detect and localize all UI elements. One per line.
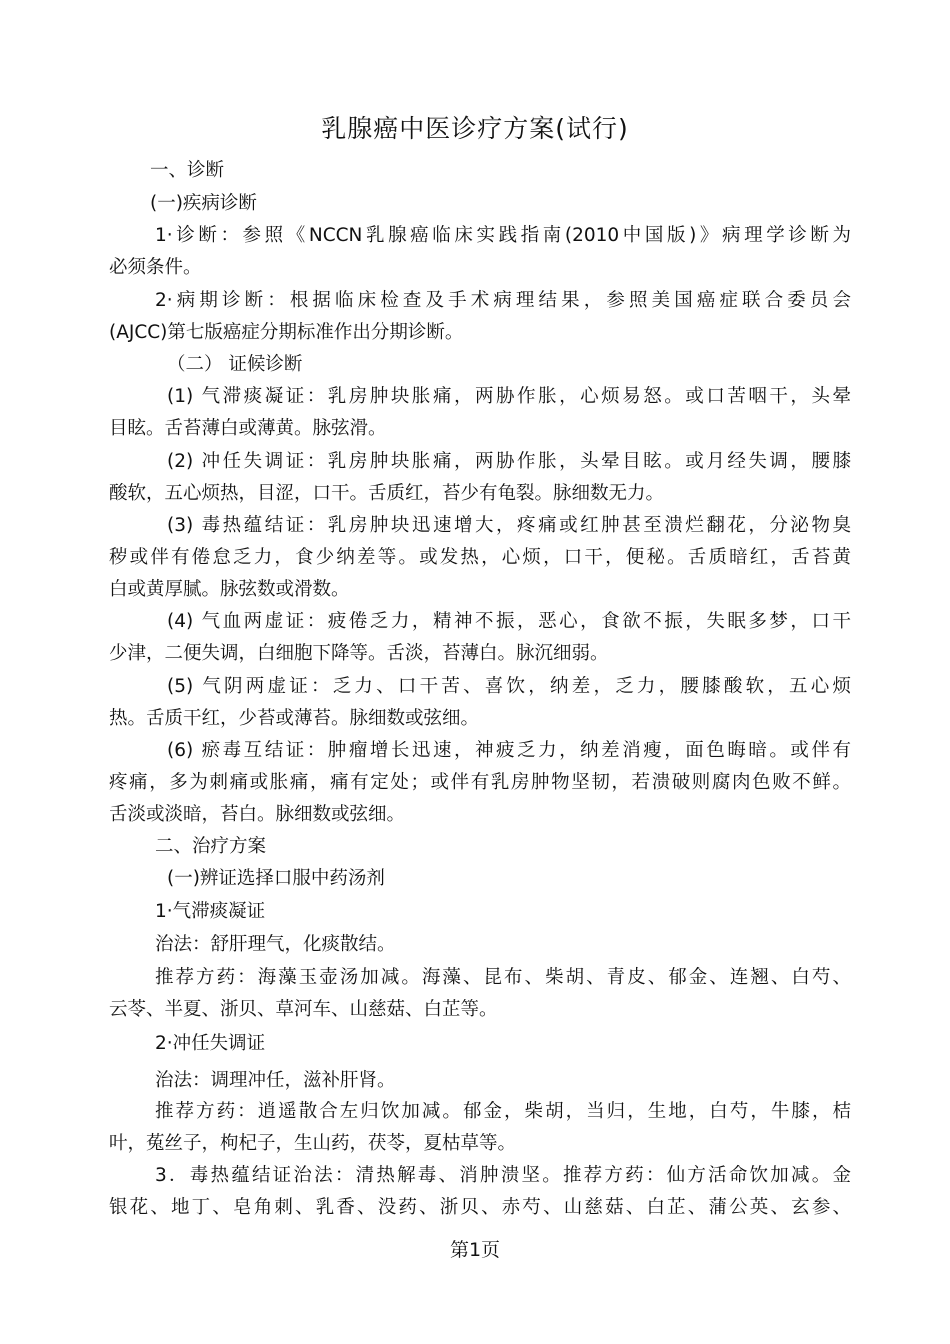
subsection-heading: 2·冲任失调证 <box>155 1033 266 1054</box>
paragraph-line: 2·病期诊断：根据临床检查及手术病理结果，参照美国癌症联合委员会 <box>155 290 851 311</box>
paragraph-line: 3．毒热蕴结证治法：清热解毒、消肿溃坚。推荐方药：仙方活命饮加减。金 <box>155 1165 851 1186</box>
paragraph-line: 秽或伴有倦怠乏力，食少纳差等。或发热，心烦，口干，便秘。舌质暗红，舌苔黄 <box>109 547 851 568</box>
subsection-heading: 1·气滞痰凝证 <box>155 901 266 922</box>
subsection-heading: (一)辨证选择口服中药汤剂 <box>167 868 385 889</box>
subsection-heading: （二） 证候诊断 <box>167 354 303 375</box>
paragraph-line: 叶，菟丝子，枸杞子，生山药，茯苓，夏枯草等。 <box>109 1133 517 1154</box>
paragraph-line: 少津，二便失调，白细胞下降等。舌淡，苔薄白。脉沉细弱。 <box>109 643 609 664</box>
page-number: 第1页 <box>449 1239 501 1261</box>
paragraph-line: (5) 气阴两虚证：乏力、口干苦、喜饮，纳差，乏力，腰膝酸软，五心烦 <box>167 676 851 697</box>
paragraph-line: (3) 毒热蕴结证：乳房肿块迅速增大，疼痛或红肿甚至溃烂翻花，分泌物臭 <box>167 515 851 536</box>
paragraph-line: (AJCC)第七版癌症分期标准作出分期诊断。 <box>109 322 464 343</box>
paragraph-line: (4) 气血两虚证：疲倦乏力，精神不振，恶心，食欲不振，失眠多梦，口干 <box>167 611 851 632</box>
paragraph-line: 疼痛，多为刺痛或胀痛，痛有定处；或伴有乳房肿物坚韧，若溃破则腐肉色败不鲜。 <box>109 772 851 793</box>
paragraph-line: (2) 冲任失调证：乳房肿块胀痛，两胁作胀，头晕目眩。或月经失调，腰膝 <box>167 451 851 472</box>
paragraph-line: 舌淡或淡暗，苔白。脉细数或弦细。 <box>109 804 406 825</box>
paragraph-line: 云苓、半夏、浙贝、草河车、山慈菇、白芷等。 <box>109 999 498 1020</box>
paragraph-line: (1) 气滞痰凝证：乳房肿块胀痛，两胁作胀，心烦易怒。或口苦咽干，头晕 <box>167 386 851 407</box>
subsection-heading: (一)疾病诊断 <box>150 193 257 214</box>
paragraph-line: 白或黄厚腻。脉弦数或滑数。 <box>109 579 350 600</box>
paragraph-line: 必须条件。 <box>109 257 202 278</box>
paragraph-line: 推荐方药：海藻玉壶汤加减。海藻、昆布、柴胡、青皮、郁金、连翘、白芍、 <box>155 967 851 988</box>
section-heading: 二、治疗方案 <box>155 836 267 857</box>
paragraph-line: 银花、地丁、皂角刺、乳香、没药、浙贝、赤芍、山慈菇、白芷、蒲公英、玄参、 <box>109 1197 851 1218</box>
paragraph-line: 酸软，五心烦热，目涩，口干。舌质红，苔少有龟裂。脉细数无力。 <box>109 483 665 504</box>
paragraph-line: (6) 瘀毒互结证：肿瘤增长迅速，神疲乏力，纳差消瘦，面色晦暗。或伴有 <box>167 740 851 761</box>
paragraph-line: 热。舌质干红，少苔或薄苔。脉细数或弦细。 <box>109 708 480 729</box>
section-heading: 一、诊断 <box>150 160 225 181</box>
paragraph-line: 目眩。舌苔薄白或薄黄。脉弦滑。 <box>109 418 387 439</box>
paragraph-line: 治法：舒肝理气，化痰散结。 <box>155 934 396 955</box>
paragraph-line: 治法：调理冲任，滋补肝肾。 <box>155 1070 396 1091</box>
paragraph-line: 推荐方药：逍遥散合左归饮加减。郁金，柴胡，当归，生地，白芍，牛膝，桔 <box>155 1101 851 1122</box>
paragraph-line: 1·诊断：参照《NCCN乳腺癌临床实践指南(2010中国版)》病理学诊断为 <box>155 225 851 246</box>
document-title: 乳腺癌中医诊疗方案(试行) <box>321 114 629 143</box>
